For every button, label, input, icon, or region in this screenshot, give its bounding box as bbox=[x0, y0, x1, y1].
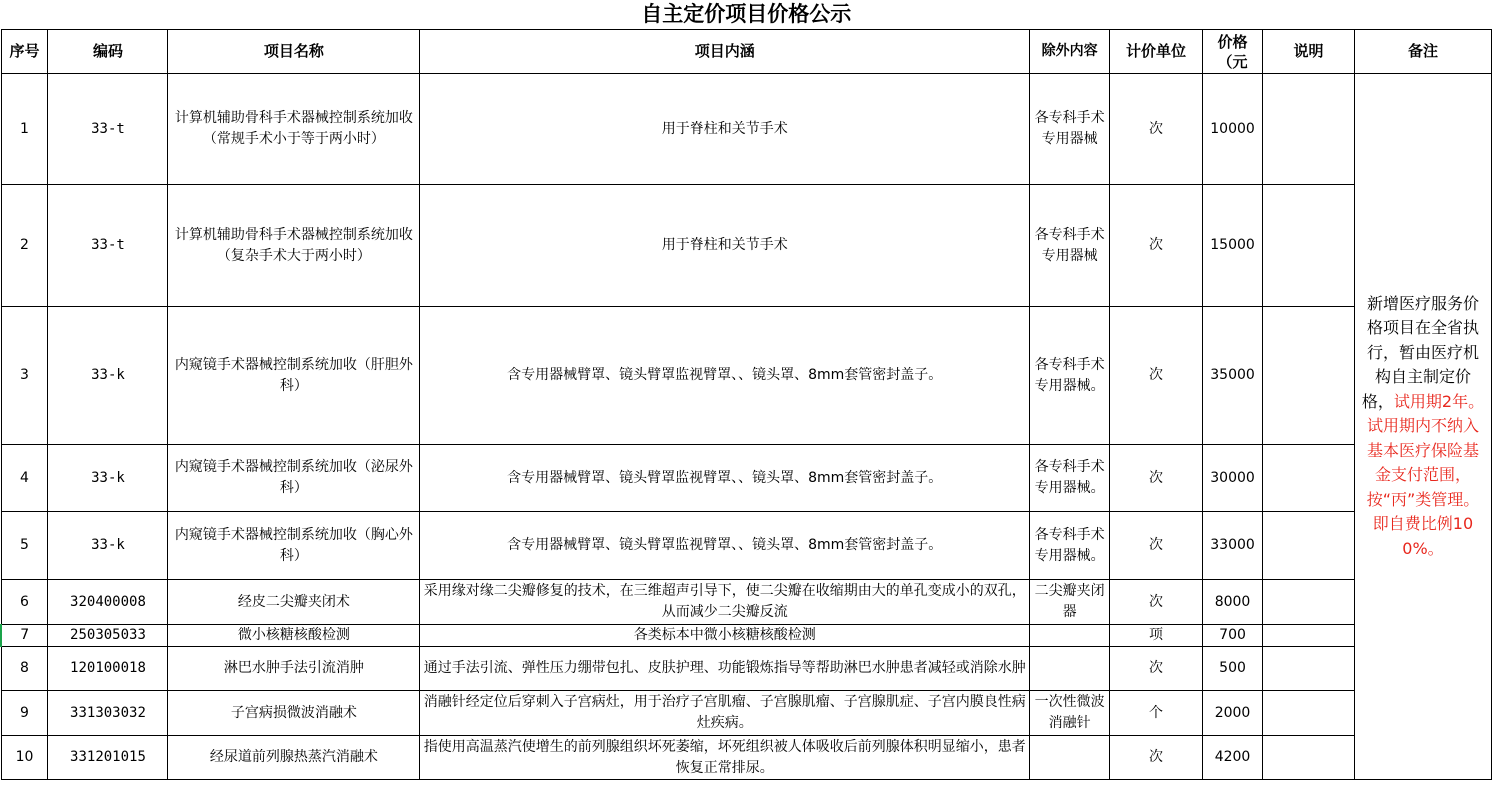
row-seq: 10 bbox=[1, 736, 48, 780]
row-name: 经尿道前列腺热蒸汽消融术 bbox=[168, 736, 420, 780]
row-name: 内窥镜手术器械控制系统加收（泌尿外科） bbox=[168, 445, 420, 512]
table-row bbox=[1, 445, 1492, 512]
row-unit: 次 bbox=[1110, 736, 1203, 780]
row-code: 33-k bbox=[48, 445, 168, 512]
row-price: 35000 bbox=[1203, 307, 1263, 445]
row-seq: 1 bbox=[1, 74, 48, 185]
table-row bbox=[1, 647, 1492, 691]
row-price: 2000 bbox=[1203, 691, 1263, 736]
row-explanation bbox=[1263, 580, 1355, 625]
row-explanation bbox=[1263, 647, 1355, 691]
table-row bbox=[1, 185, 1492, 307]
row-seq: 5 bbox=[1, 512, 48, 580]
header-name: 项目名称 bbox=[168, 30, 420, 74]
row-price: 10000 bbox=[1203, 74, 1263, 185]
row-price: 30000 bbox=[1203, 445, 1263, 512]
row-name: 子宫病损微波消融术 bbox=[168, 691, 420, 736]
row-code: 331201015 bbox=[48, 736, 168, 780]
row-name: 经皮二尖瓣夹闭术 bbox=[168, 580, 420, 625]
table-row bbox=[1, 74, 1492, 185]
row-excluded: 各专科手术专用器械 bbox=[1030, 74, 1110, 185]
row-unit: 次 bbox=[1110, 307, 1203, 445]
row-code: 33-k bbox=[48, 512, 168, 580]
row-excluded: 各专科手术专用器械 bbox=[1030, 185, 1110, 307]
header-explanation: 说明 bbox=[1263, 30, 1355, 74]
row-price: 8000 bbox=[1203, 580, 1263, 625]
row-explanation bbox=[1263, 74, 1355, 185]
header-unit: 计价单位 bbox=[1110, 30, 1203, 74]
row-unit: 次 bbox=[1110, 647, 1203, 691]
row-excluded: 各专科手术专用器械。 bbox=[1030, 307, 1110, 445]
header-code: 编码 bbox=[48, 30, 168, 74]
row-explanation bbox=[1263, 445, 1355, 512]
row-code: 33-k bbox=[48, 307, 168, 445]
row-name: 内窥镜手术器械控制系统加收（肝胆外科） bbox=[168, 307, 420, 445]
table-row bbox=[1, 580, 1492, 625]
row-name: 内窥镜手术器械控制系统加收（胸心外科） bbox=[168, 512, 420, 580]
row-name: 微小核糖核酸检测 bbox=[168, 625, 420, 647]
remark-text-red: 试用期2年。试用期内不纳入基本医疗保险基金支付范围，按“丙”类管理。即自费比例100%。 bbox=[1366, 391, 1485, 558]
row-content: 含专用器械臂罩、镜头臂罩监视臂罩、、镜头罩、8mm套管密封盖子。 bbox=[420, 445, 1030, 512]
table-row bbox=[1, 736, 1492, 780]
row-excluded: 各专科手术专用器械。 bbox=[1030, 445, 1110, 512]
row-price: 4200 bbox=[1203, 736, 1263, 780]
row-price: 700 bbox=[1203, 625, 1263, 647]
row-content: 含专用器械臂罩、镜头臂罩监视臂罩、、镜头罩、8mm套管密封盖子。 bbox=[420, 307, 1030, 445]
row-code: 250305033 bbox=[48, 625, 168, 647]
table-row bbox=[1, 307, 1492, 445]
row-content: 消融针经定位后穿刺入子宫病灶，用于治疗子宫肌瘤、子宫腺肌瘤、子宫腺肌症、子宫内膜良性病灶疾病。 bbox=[420, 691, 1030, 736]
row-seq: 7 bbox=[1, 625, 48, 647]
page-title: 自主定价项目价格公示 bbox=[1, 0, 1492, 30]
row-content: 各类标本中微小核糖核酸检测 bbox=[420, 625, 1030, 647]
header-remarks: 备注 bbox=[1354, 30, 1491, 74]
row-unit: 次 bbox=[1110, 445, 1203, 512]
row-seq: 9 bbox=[1, 691, 48, 736]
row-excluded: 各专科手术专用器械。 bbox=[1030, 512, 1110, 580]
row-seq: 4 bbox=[1, 445, 48, 512]
row-unit: 项 bbox=[1110, 625, 1203, 647]
table-row bbox=[1, 625, 1492, 647]
row-seq: 2 bbox=[1, 185, 48, 307]
row-seq: 8 bbox=[1, 647, 48, 691]
header-price: 价格（元 bbox=[1203, 30, 1263, 74]
row-excluded: 一次性微波消融针 bbox=[1030, 691, 1110, 736]
row-code: 33-t bbox=[48, 74, 168, 185]
row-explanation bbox=[1263, 736, 1355, 780]
row-name: 淋巴水肿手法引流消肿 bbox=[168, 647, 420, 691]
row-excluded: 二尖瓣夹闭器 bbox=[1030, 580, 1110, 625]
header-row bbox=[1, 30, 1492, 74]
row-content: 含专用器械臂罩、镜头臂罩监视臂罩、、镜头罩、8mm套管密封盖子。 bbox=[420, 512, 1030, 580]
remark-text: 新增医疗服务价格项目在全省执行，暂由医疗机构自主制定价格， bbox=[1361, 293, 1479, 411]
row-price: 15000 bbox=[1203, 185, 1263, 307]
row-content: 用于脊柱和关节手术 bbox=[420, 74, 1030, 185]
header-excluded: 除外内容 bbox=[1030, 30, 1110, 74]
row-seq: 6 bbox=[1, 580, 48, 625]
remarks-cell bbox=[1354, 74, 1491, 780]
row-content: 通过手法引流、弹性压力绷带包扎、皮肤护理、功能锻炼指导等帮助淋巴水肿患者减轻或消除水肿 bbox=[420, 647, 1030, 691]
row-code: 320400008 bbox=[48, 580, 168, 625]
row-unit: 次 bbox=[1110, 580, 1203, 625]
row-content: 指使用高温蒸汽使增生的前列腺组织坏死萎缩，坏死组织被人体吸收后前列腺体积明显缩小，患者恢复正常排尿。 bbox=[420, 736, 1030, 780]
header-content: 项目内涵 bbox=[420, 30, 1030, 74]
row-code: 33-t bbox=[48, 185, 168, 307]
row-unit: 次 bbox=[1110, 74, 1203, 185]
row-content: 用于脊柱和关节手术 bbox=[420, 185, 1030, 307]
row-excluded bbox=[1030, 625, 1110, 647]
header-seq: 序号 bbox=[1, 30, 48, 74]
row-excluded bbox=[1030, 647, 1110, 691]
row-explanation bbox=[1263, 512, 1355, 580]
row-name: 计算机辅助骨科手术器械控制系统加收（常规手术小于等于两小时） bbox=[168, 74, 420, 185]
row-price: 500 bbox=[1203, 647, 1263, 691]
row-seq: 3 bbox=[1, 307, 48, 445]
row-name: 计算机辅助骨科手术器械控制系统加收（复杂手术大于两小时） bbox=[168, 185, 420, 307]
row-unit: 次 bbox=[1110, 512, 1203, 580]
row-code: 331303032 bbox=[48, 691, 168, 736]
row-excluded bbox=[1030, 736, 1110, 780]
row-explanation bbox=[1263, 691, 1355, 736]
table-row bbox=[1, 691, 1492, 736]
row-explanation bbox=[1263, 185, 1355, 307]
table-row bbox=[1, 512, 1492, 580]
row-content: 采用缘对缘二尖瓣修复的技术，在三维超声引导下，使二尖瓣在收缩期由大的单孔变成小的双孔，从而减少二尖瓣反流 bbox=[420, 580, 1030, 625]
row-unit: 个 bbox=[1110, 691, 1203, 736]
row-explanation bbox=[1263, 307, 1355, 445]
row-price: 33000 bbox=[1203, 512, 1263, 580]
row-unit: 次 bbox=[1110, 185, 1203, 307]
row-explanation bbox=[1263, 625, 1355, 647]
row-code: 120100018 bbox=[48, 647, 168, 691]
